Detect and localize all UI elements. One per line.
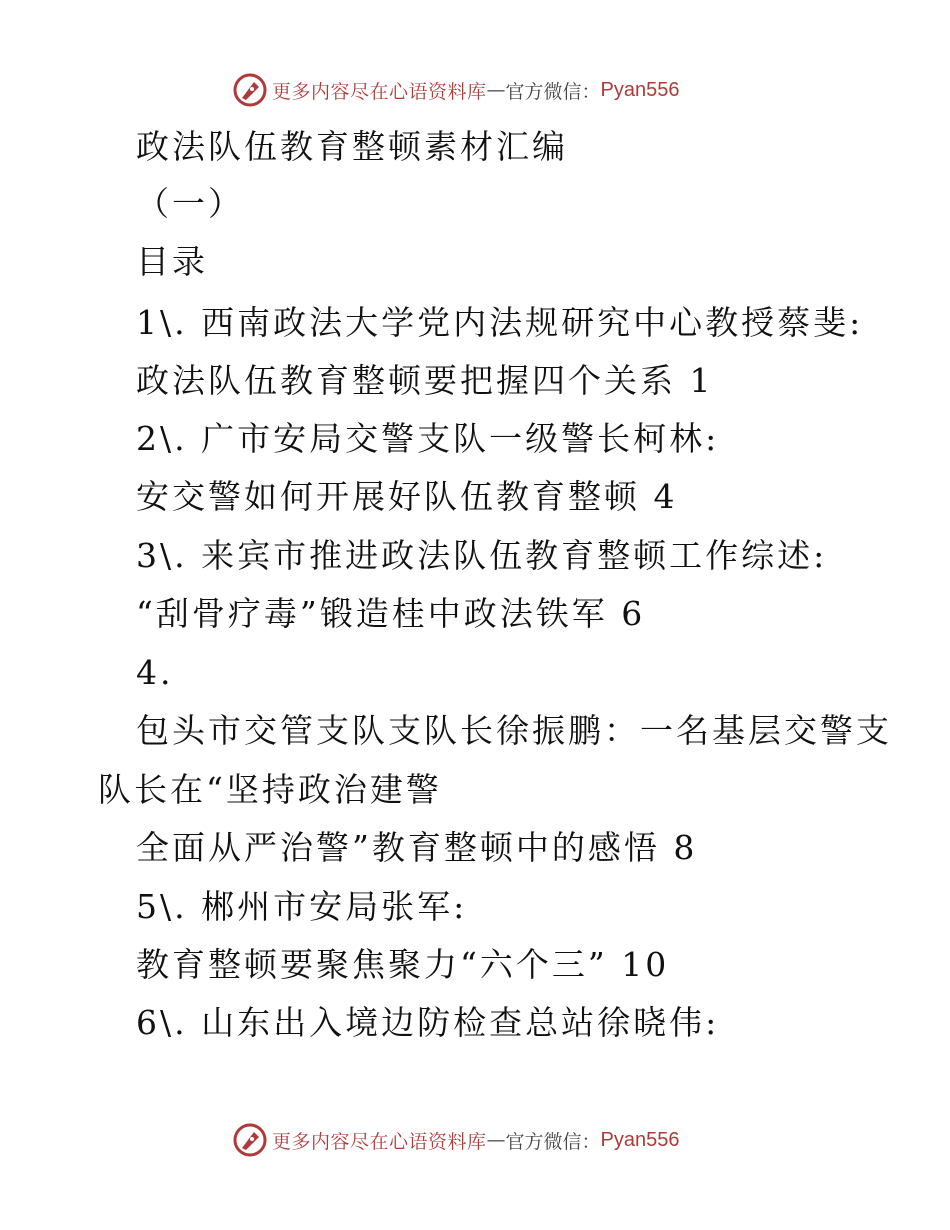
toc-line: 教育整顿要聚焦聚力“六个三” 10	[136, 945, 670, 984]
toc-line: 2\. 广市安局交警支队一级警长柯林:	[136, 419, 720, 458]
toc-line: 全面从严治警”教育整顿中的感悟 8	[136, 828, 698, 867]
toc-line: 4.	[136, 653, 174, 692]
toc-line: 包头市交管支队支队长徐振鹏：一名基层交警支	[136, 711, 892, 750]
pen-nib-logo-icon	[232, 1122, 268, 1158]
watermark-slogan: 更多内容尽在心语资料库	[272, 1130, 487, 1153]
watermark-wechat-label: 官方微信：	[505, 1130, 601, 1153]
watermark-wechat-label: 官方微信：	[505, 80, 601, 103]
watermark-separator: —	[486, 79, 506, 101]
pen-nib-logo-icon	[232, 72, 268, 108]
footer-watermark	[232, 1120, 680, 1160]
watermark-wechat-id: Pyan556	[600, 78, 680, 101]
toc-heading: 目录	[136, 242, 208, 281]
toc-line: 队长在“坚持政治建警	[98, 770, 442, 809]
toc-line: 1\. 西南政法大学党内法规研究中心教授蔡斐:	[136, 303, 864, 342]
toc-line: 3\. 来宾市推进政法队伍教育整顿工作综述:	[136, 536, 828, 575]
toc-line: 6\. 山东出入境边防检查总站徐晓伟:	[136, 1003, 720, 1042]
document-title: 政法队伍教育整顿素材汇编	[136, 127, 568, 166]
watermark-separator: —	[486, 1129, 506, 1151]
toc-line: “刮骨疗毒”锻造桂中政法铁军 6	[136, 594, 646, 633]
toc-line: 安交警如何开展好队伍教育整顿 4	[136, 477, 678, 516]
header-watermark	[232, 70, 680, 110]
toc-line: 政法队伍教育整顿要把握四个关系 1	[136, 361, 714, 400]
watermark-wechat-id: Pyan556	[600, 1128, 680, 1151]
toc-line: 5\. 郴州市安局张军:	[136, 887, 468, 926]
document-subtitle: （一）	[136, 184, 244, 223]
watermark-slogan: 更多内容尽在心语资料库	[272, 80, 487, 103]
